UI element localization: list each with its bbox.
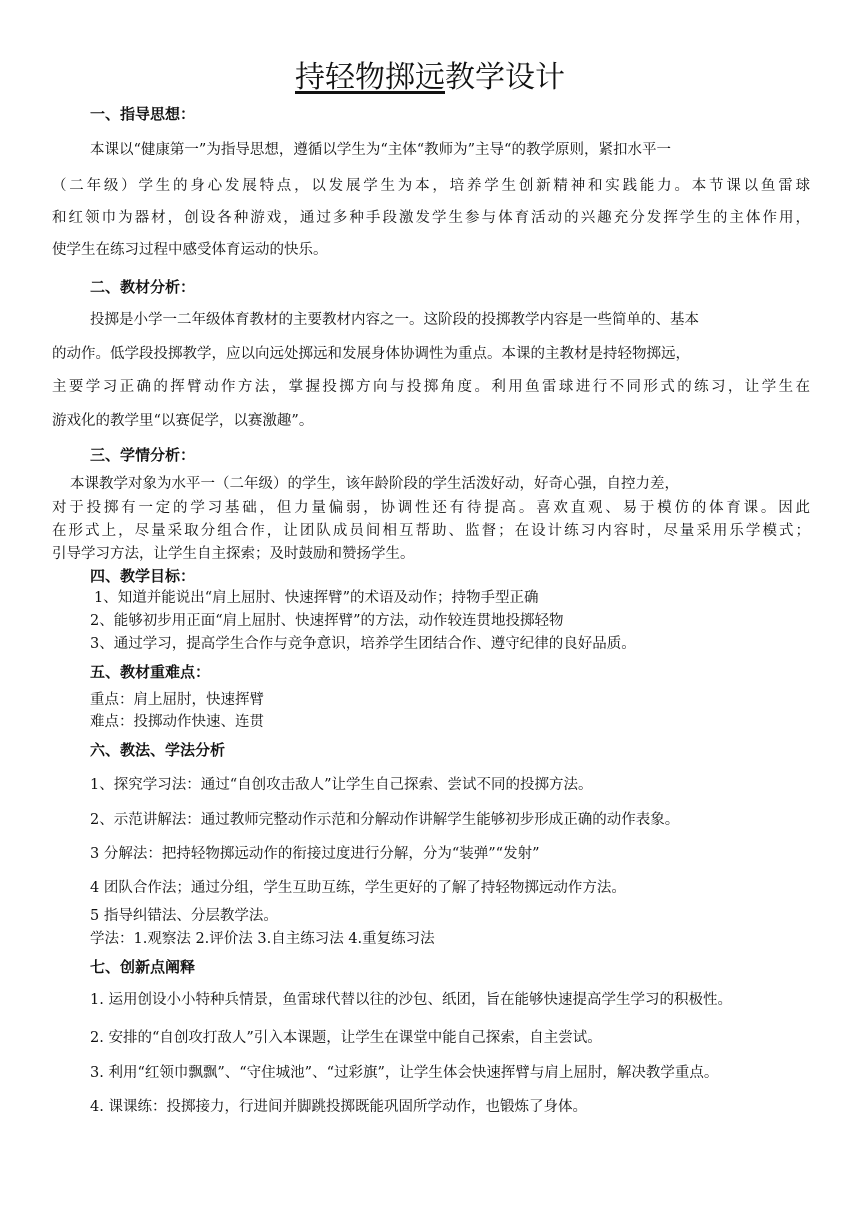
section-heading-teaching-methods: 六、教法、学法分析	[90, 741, 226, 759]
method-item: 1、探究学习法：通过“自创攻击敌人”让学生自己探索、尝试不同的投掷方法。	[90, 777, 593, 793]
innovation-item: 2. 安排的“自创攻打敌人”引入本课题，让学生在课堂中能自己探索，自主尝试。	[90, 1030, 602, 1046]
objective-item: 1、知道并能说出“肩上屈肘、快速挥臂”的术语及动作；持物手型正确	[94, 590, 539, 606]
paragraph-line: 使学生在练习过程中感受体育运动的快乐。	[52, 242, 328, 258]
paragraph-line: 和红领巾为器材，创设各种游戏，通过多种手段激发学生参与体育活动的兴趣充分发挥学生的主体作用，	[52, 210, 810, 226]
document-title	[0, 58, 860, 98]
paragraph-line: 引导学习方法，让学生自主探索；及时鼓励和赞扬学生。	[52, 546, 415, 562]
method-item: 3 分解法：把持轻物掷远动作的衔接过度进行分解，分为“装弹”“发射”	[90, 846, 540, 862]
innovation-item: 1. 运用创设小小特种兵情景，鱼雷球代替以往的沙包、纸团，旨在能够快速提高学生学习的积极性。	[90, 992, 732, 1008]
objective-item: 2、能够初步用正面“肩上屈肘、快速挥臂”的方法，动作较连贯地投掷轻物	[90, 613, 564, 629]
section-heading-learner-analysis: 三、学情分析：	[90, 446, 196, 464]
section-heading-teaching-objectives: 四、教学目标：	[90, 567, 196, 585]
section-heading-key-difficult-points: 五、教材重难点：	[90, 663, 211, 681]
paragraph-line: 游戏化的教学里“以赛促学，以赛激趣”。	[52, 413, 314, 429]
section-heading-material-analysis: 二、教材分析：	[90, 278, 196, 296]
innovation-item: 4. 课课练：投掷接力，行进间并脚跳投掷既能巩固所学动作，也锻炼了身体。	[90, 1099, 587, 1115]
method-item: 2、示范讲解法：通过教师完整动作示范和分解动作讲解学生能够初步形成正确的动作表象。	[90, 812, 680, 828]
paragraph-line: （二年级）学生的身心发展特点，以发展学生为本，培养学生创新精神和实践能力。本节课以鱼雷球	[52, 178, 810, 194]
paragraph-line: 的动作。低学段投掷教学，应以向远处掷远和发展身体协调性为重点。本课的主教材是持轻物掷远，	[52, 346, 690, 362]
title-rest: 教学设计	[445, 60, 565, 95]
paragraph-line: 主要学习正确的挥臂动作方法，掌握投掷方向与投掷角度。利用鱼雷球进行不同形式的练习，让学生在	[52, 379, 810, 395]
difficult-point: 难点：投掷动作快速、连贯	[90, 714, 264, 730]
section-heading-guiding-ideology: 一、指导思想：	[90, 105, 196, 123]
paragraph-line: 本课以“健康第一”为指导思想，遵循以学生为“主体“教师为”主导“的教学原则，紧扣水平一	[90, 142, 671, 158]
key-point: 重点：肩上屈肘，快速挥臂	[90, 692, 264, 708]
objective-item: 3、通过学习，提高学生合作与竞争意识，培养学生团结合作、遵守纪律的良好品质。	[90, 636, 636, 652]
paragraph-line: 在形式上，尽量采取分组合作，让团队成员间相互帮助、监督；在设计练习内容时，尽量采用乐学模式；	[52, 523, 810, 539]
paragraph-line: 对于投掷有一定的学习基础，但力量偏弱，协调性还有待提高。喜欢直观、易于模仿的体育课。因此	[52, 500, 810, 516]
paragraph-line: 投掷是小学一二年级体育教材的主要教材内容之一。这阶段的投掷教学内容是一些简单的、基本	[90, 312, 699, 328]
innovation-item: 3. 利用“红领巾飘飘”、“守住城池”、“过彩旗”，让学生体会快速挥臂与肩上屈肘，解决教学重点。	[90, 1065, 719, 1081]
section-heading-innovation-points: 七、创新点阐释	[90, 958, 196, 976]
title-underlined: 持轻物掷远	[295, 60, 445, 95]
paragraph-line: 本课教学对象为水平一（二年级）的学生，该年龄阶段的学生活泼好动，好奇心强，自控力差，	[70, 476, 679, 492]
method-item: 5 指导纠错法、分层教学法。	[90, 908, 278, 924]
learning-methods: 学法：1.观察法 2.评价法 3.自主练习法 4.重复练习法	[90, 931, 435, 947]
method-item: 4 团队合作法；通过分组，学生互助互练，学生更好的了解了持轻物掷远动作方法。	[90, 880, 626, 896]
